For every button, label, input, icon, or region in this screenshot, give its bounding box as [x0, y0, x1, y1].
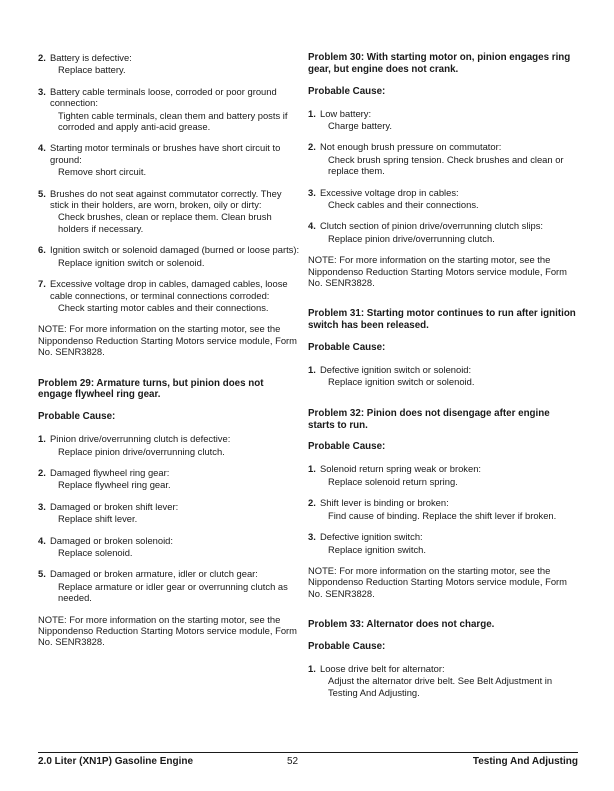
- item-fix: Replace solenoid.: [58, 546, 133, 558]
- item-number: 1.: [308, 662, 316, 674]
- probable-cause-heading: Probable Cause:: [308, 342, 386, 354]
- note-text: NOTE: For more information on the starting motor, see the Nippondenso Reduction Starting Motors service module, Form No. SENR3828.: [38, 613, 297, 648]
- item-fix: Replace armature or idler gear or overrunning clutch as needed.: [58, 580, 288, 604]
- problem-33-heading: Problem 33: Alternator does not charge.: [308, 619, 495, 631]
- item-fix: Check starting motor cables and their connections.: [58, 301, 269, 313]
- item-number: 3.: [38, 500, 46, 512]
- problem-32-heading: Problem 32: Pinion does not disengage after engine starts to run.: [308, 407, 550, 431]
- probable-cause-heading: Probable Cause:: [308, 640, 386, 652]
- item-fix: Replace battery.: [58, 64, 126, 76]
- list-item: [38, 568, 300, 603]
- item-cause: Battery is defective:: [50, 52, 132, 63]
- item-fix: Replace shift lever.: [58, 513, 138, 525]
- list-item: [38, 52, 300, 76]
- item-fix: Replace ignition switch or solenoid.: [58, 256, 205, 268]
- item-number: 5.: [38, 568, 46, 580]
- item-fix: Replace pinion drive/overrunning clutch.: [328, 232, 495, 244]
- item-cause: Starting motor terminals or brushes have short circuit to ground:: [50, 142, 281, 165]
- item-fix: Replace solenoid return spring.: [328, 475, 458, 487]
- list-item: [308, 531, 578, 555]
- item-cause: Excessive voltage drop in cables:: [320, 186, 459, 198]
- probable-cause-heading: Probable Cause:: [308, 85, 386, 97]
- right-column: [308, 52, 578, 708]
- item-cause: Defective ignition switch or solenoid:: [320, 364, 472, 376]
- item-fix: Charge battery.: [328, 120, 392, 131]
- item-number: 5.: [38, 187, 46, 199]
- note-text: NOTE: For more information on the starting motor, see the Nippondenso Reduction Starting Motors service module, Form No. SENR3828.: [308, 564, 567, 599]
- item-fix: Replace pinion drive/overrunning clutch.: [58, 445, 225, 457]
- item-fix: Adjust the alternator drive belt. See Belt Adjustment in Testing And Adjusting.: [328, 675, 553, 698]
- item-number: 1.: [308, 364, 316, 376]
- item-number: 1.: [38, 433, 46, 445]
- problem-31-heading: Problem 31: Starting motor continues to run after ignition switch has been released.: [308, 308, 576, 332]
- list-item: [38, 433, 300, 457]
- list-item: [38, 535, 300, 559]
- note-text: NOTE: For more information on the starting motor, see the Nippondenso Reduction Starting Motors service module, Form No. SENR3828.: [308, 254, 567, 289]
- list-item: [308, 108, 578, 132]
- item-fix: Replace ignition switch or solenoid.: [328, 376, 475, 388]
- item-cause: Damaged or broken shift lever:: [50, 500, 179, 512]
- item-cause: Not enough brush pressure on commutator:: [320, 141, 502, 153]
- item-number: 2.: [308, 141, 316, 153]
- item-fix: Remove short circuit.: [58, 166, 147, 178]
- item-cause: Pinion drive/overrunning clutch is defective:: [50, 433, 231, 445]
- item-number: 1.: [308, 107, 316, 119]
- item-number: 1.: [308, 463, 316, 475]
- item-fix: Find cause of binding. Replace the shift lever if broken.: [328, 509, 557, 521]
- list-item: [308, 220, 578, 244]
- item-fix: Replace flywheel ring gear.: [58, 479, 171, 491]
- list-item: [38, 501, 300, 525]
- item-number: 4.: [38, 142, 46, 154]
- list-item: [308, 663, 578, 698]
- list-item: [38, 142, 300, 177]
- list-item: [308, 187, 578, 211]
- item-number: 7.: [38, 278, 46, 290]
- item-fix: Tighten cable terminals, clean them and battery posts if corroded and apply anti-acid grease.: [58, 109, 288, 133]
- note-text: NOTE: For more information on the starting motor, see the Nippondenso Reduction Starting Motors service module, Form No. SENR3828.: [38, 323, 297, 358]
- item-cause: Damaged or broken solenoid:: [50, 534, 173, 546]
- list-item: [308, 141, 578, 176]
- item-fix: Check brushes, clean or replace them. Clean brush holders if necessary.: [58, 211, 272, 234]
- list-item: [38, 188, 300, 235]
- item-cause: Excessive voltage drop in cables, damaged cables, loose cable connections, or terminal connections corroded:: [50, 278, 288, 301]
- list-item: [38, 467, 300, 491]
- item-number: 2.: [38, 52, 46, 63]
- problem-29-heading: Problem 29: Armature turns, but pinion does not engage flywheel ring gear.: [38, 377, 264, 401]
- item-cause: Damaged or broken armature, idler or clutch gear:: [50, 568, 258, 580]
- list-item: [38, 86, 300, 133]
- item-cause: Ignition switch or solenoid damaged (burned or loose parts):: [50, 244, 300, 256]
- item-cause: Battery cable terminals loose, corroded or poor ground connection:: [50, 85, 277, 109]
- item-fix: Check brush spring tension. Check brushes and clean or replace them.: [328, 153, 564, 177]
- item-cause: Damaged flywheel ring gear:: [50, 466, 170, 478]
- item-number: 2.: [308, 497, 316, 509]
- item-fix: Check cables and their connections.: [328, 199, 479, 211]
- item-cause: Brushes do not seat against commutator correctly. They stick in their holders, are worn, broken, oily or dirty:: [50, 187, 282, 211]
- item-number: 3.: [308, 186, 316, 198]
- probable-cause-heading: Probable Cause:: [38, 411, 116, 423]
- item-cause: Solenoid return spring weak or broken:: [320, 463, 482, 475]
- item-cause: Defective ignition switch:: [320, 531, 423, 543]
- item-number: 4.: [38, 534, 46, 546]
- list-item: [38, 278, 300, 313]
- item-cause: Clutch section of pinion drive/overrunning clutch slips:: [320, 220, 544, 232]
- item-cause: Loose drive belt for alternator:: [320, 662, 445, 674]
- list-item: [38, 244, 300, 268]
- page-number: 52: [287, 756, 299, 767]
- problem-30-heading: Problem 30: With starting motor on, pinion engages ring gear, but engine does not crank.: [308, 52, 571, 75]
- item-fix: Replace ignition switch.: [328, 543, 426, 555]
- item-cause: Shift lever is binding or broken:: [320, 497, 449, 509]
- left-column: [38, 52, 300, 668]
- item-cause: Low battery:: [320, 107, 372, 119]
- probable-cause-heading: Probable Cause:: [308, 441, 386, 453]
- item-number: 2.: [38, 466, 46, 478]
- footer-divider: [38, 752, 578, 753]
- item-number: 6.: [38, 244, 46, 256]
- list-item: [308, 497, 578, 521]
- item-number: 3.: [308, 531, 316, 543]
- footer-section-title: Testing And Adjusting: [472, 756, 578, 767]
- item-number: 3.: [38, 85, 46, 97]
- footer-manual-title: 2.0 Liter (XN1P) Gasoline Engine: [38, 756, 194, 767]
- list-item: [308, 463, 578, 487]
- item-number: 4.: [308, 220, 316, 232]
- list-item: [308, 364, 578, 388]
